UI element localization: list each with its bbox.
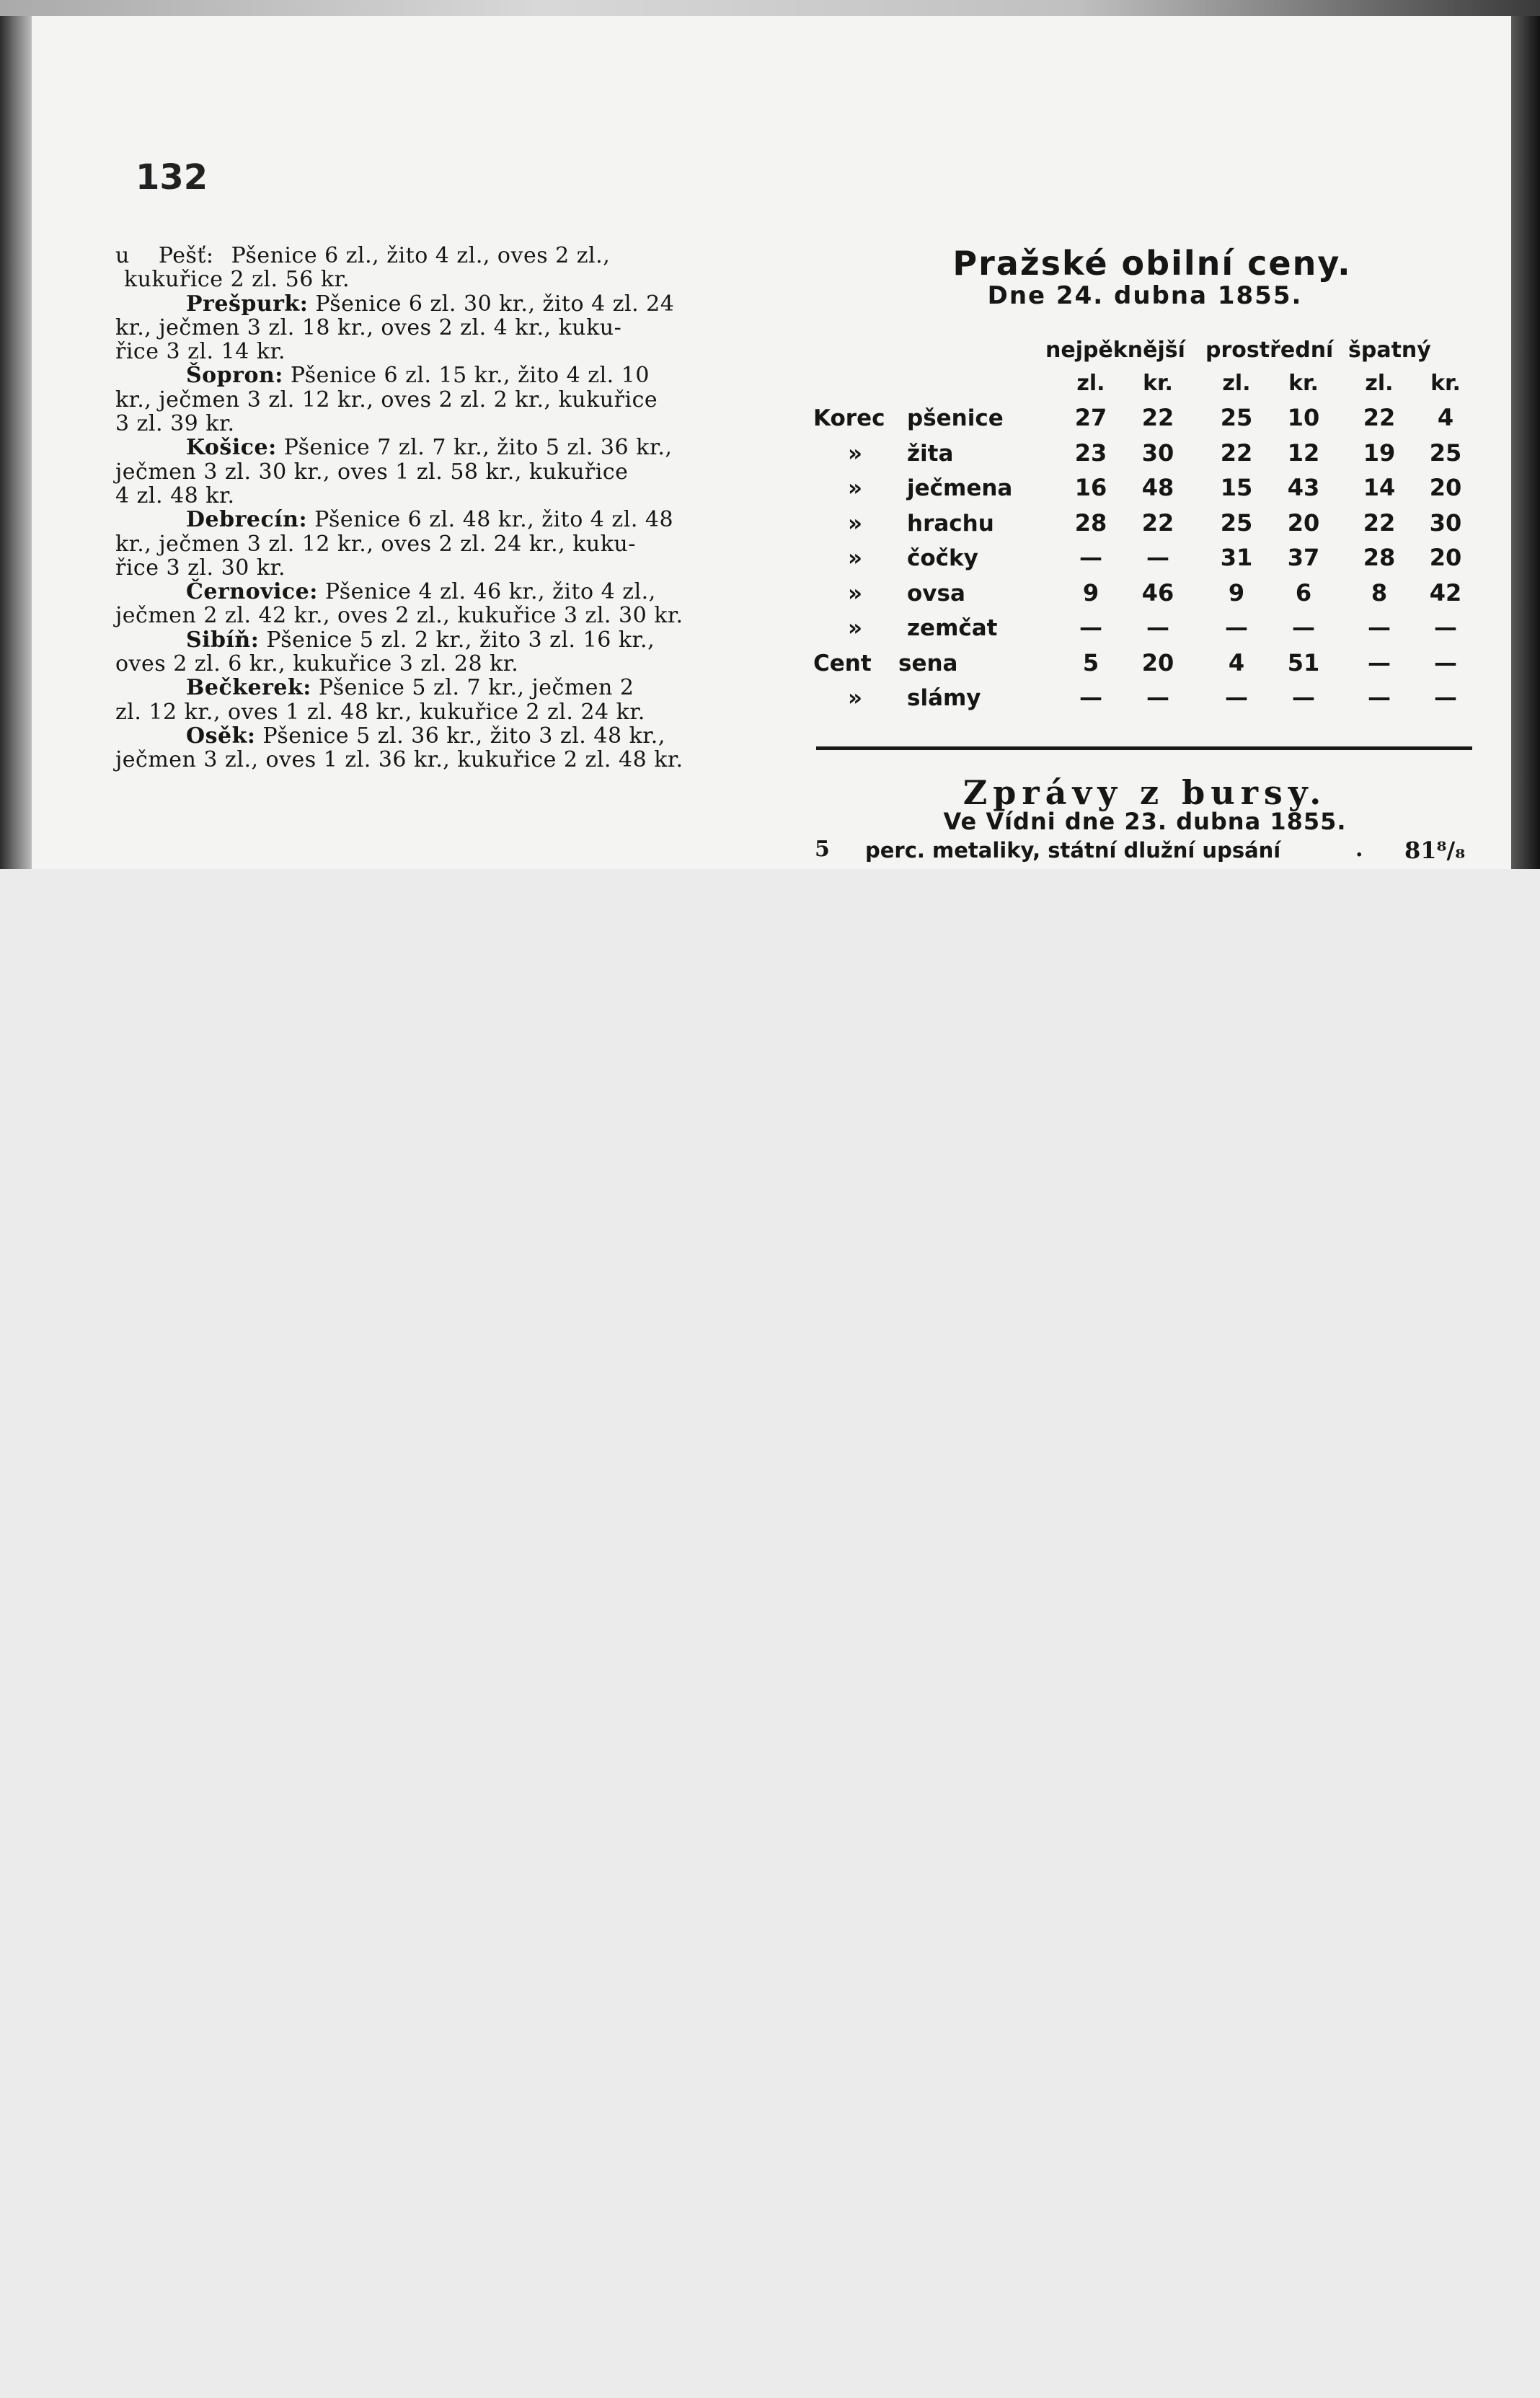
row-prefix: Cent bbox=[813, 650, 872, 676]
unit-header: zl. bbox=[1365, 371, 1394, 396]
market-report-paragraph bbox=[115, 676, 771, 724]
price-cell: 48 bbox=[1141, 474, 1174, 501]
price-cell: — bbox=[1225, 614, 1248, 641]
report-place: Debrecín: bbox=[186, 507, 308, 533]
prices-date: Dne 24. dubna 1855. bbox=[987, 281, 1303, 310]
report-text: řice 3 zl. 14 kr. bbox=[115, 339, 286, 365]
row-prefix: Korec bbox=[813, 405, 885, 431]
report-text: ječmen 3 zl., oves 1 zl. 36 kr., kukuřice 2 zl. 48 kr. bbox=[115, 747, 683, 773]
report-text: Pšenice 4 zl. 46 kr., žito 4 zl., bbox=[324, 579, 656, 605]
report-text: Pšenice 6 zl. 15 kr., žito 4 zl. 10 bbox=[290, 363, 650, 389]
report-text: Pšenice 5 zl. 36 kr., žito 3 zl. 48 kr., bbox=[262, 723, 665, 749]
column-header: špatný bbox=[1348, 338, 1431, 363]
price-cell: — bbox=[1079, 544, 1102, 571]
row-label: pšenice bbox=[907, 405, 1004, 431]
column-header: prostřední bbox=[1205, 338, 1334, 363]
unit-header: kr. bbox=[1430, 371, 1461, 396]
price-cell: 22 bbox=[1363, 508, 1396, 537]
price-cell: 28 bbox=[1363, 544, 1396, 571]
report-place: Černovice: bbox=[186, 579, 318, 605]
report-text: 4 zl. 48 kr. bbox=[115, 482, 235, 508]
row-prefix: » bbox=[848, 685, 863, 711]
report-text: Pšenice 5 zl. 2 kr., žito 3 zl. 16 kr., bbox=[266, 627, 655, 653]
price-cell: — bbox=[1079, 684, 1102, 711]
row-prefix: » bbox=[848, 440, 863, 467]
row-label: žita bbox=[907, 440, 954, 467]
price-cell: — bbox=[1146, 614, 1169, 641]
row-label: ovsa bbox=[907, 580, 965, 607]
price-cell: 9 bbox=[1228, 578, 1245, 607]
report-text: 3 zl. 39 kr. bbox=[115, 411, 235, 437]
unit-header: kr. bbox=[1143, 371, 1173, 396]
row-prefix: » bbox=[848, 545, 863, 571]
prague-prices-heading bbox=[813, 245, 1477, 310]
report-text: Pšenice 6 zl. 48 kr., žito 4 zl. 48 bbox=[314, 507, 674, 533]
report-text: kr., ječmen 3 zl. 18 kr., oves 2 zl. 4 kr., kuku- bbox=[115, 314, 622, 340]
report-text: ječmen 3 zl. 30 kr., oves 1 zl. 58 kr., kukuřice bbox=[115, 459, 629, 485]
price-cell: 20 bbox=[1429, 544, 1462, 571]
price-cell: — bbox=[1292, 614, 1315, 641]
price-cell: 25 bbox=[1220, 508, 1253, 537]
price-cell: — bbox=[1368, 684, 1391, 711]
price-cell: 22 bbox=[1141, 508, 1174, 537]
report-place: Sibíň: bbox=[186, 627, 260, 653]
price-cell: 22 bbox=[1220, 438, 1253, 467]
unit-header: zl. bbox=[1222, 371, 1251, 396]
row-prefix: » bbox=[848, 475, 863, 501]
price-cell: 23 bbox=[1074, 438, 1107, 467]
report-text: u bbox=[115, 243, 130, 268]
market-report-paragraph bbox=[115, 628, 771, 676]
price-cell: 19 bbox=[1363, 438, 1396, 467]
price-cell: 14 bbox=[1363, 474, 1396, 501]
market-report-paragraph bbox=[115, 580, 771, 628]
report-text: oves 2 zl. 6 kr., kukuřice 3 zl. 28 kr. bbox=[115, 651, 519, 677]
bourse-subtitle: Ve Vídni dne 23. dubna 1855. bbox=[943, 808, 1347, 835]
row-label: slámy bbox=[907, 685, 981, 711]
price-cell: 12 bbox=[1287, 438, 1320, 467]
price-cell: 8 bbox=[1371, 578, 1388, 607]
price-cell: — bbox=[1368, 648, 1391, 676]
report-place: Šopron: bbox=[186, 363, 283, 389]
price-cell: 37 bbox=[1287, 544, 1320, 571]
price-cell: 9 bbox=[1082, 578, 1099, 607]
market-report-paragraph bbox=[115, 436, 771, 508]
row-prefix: » bbox=[848, 510, 863, 537]
price-cell: 28 bbox=[1074, 508, 1107, 537]
price-cell: 42 bbox=[1429, 578, 1462, 607]
price-cell: 4 bbox=[1437, 404, 1454, 431]
row-prefix: » bbox=[848, 580, 863, 607]
market-report-paragraph bbox=[115, 724, 771, 772]
section-rule bbox=[816, 746, 1472, 750]
report-place: Prešpurk: bbox=[186, 291, 309, 317]
prices-title: Pražské obilní ceny. bbox=[952, 244, 1352, 283]
market-report-paragraph bbox=[115, 244, 771, 292]
price-cell: 25 bbox=[1220, 404, 1253, 431]
row-label: hrachu bbox=[907, 510, 994, 537]
report-text: Pešť: bbox=[158, 243, 214, 268]
unit-header: kr. bbox=[1288, 371, 1319, 396]
price-cell: 30 bbox=[1429, 508, 1462, 537]
report-place: Bečkerek: bbox=[186, 675, 311, 701]
price-cell: 43 bbox=[1287, 474, 1320, 501]
price-cell: — bbox=[1292, 684, 1315, 711]
price-cell: 27 bbox=[1074, 404, 1107, 431]
bourse-line-dots: . bbox=[1355, 837, 1363, 862]
report-text: Pšenice 6 zl., žito 4 zl., oves 2 zl., bbox=[231, 243, 611, 268]
report-text: kr., ječmen 3 zl. 12 kr., oves 2 zl. 24 kr., kuku- bbox=[115, 531, 636, 557]
price-cell: — bbox=[1368, 614, 1391, 641]
report-text: Pšenice 7 zl. 7 kr., žito 5 zl. 36 kr., bbox=[283, 435, 673, 461]
scanned-page bbox=[0, 0, 1540, 869]
price-cell: — bbox=[1079, 614, 1102, 641]
price-cell: 16 bbox=[1074, 474, 1107, 501]
row-label: ječmena bbox=[907, 475, 1013, 501]
price-cell: 51 bbox=[1287, 648, 1320, 676]
price-cell: 5 bbox=[1082, 648, 1099, 676]
scan-right-shadow bbox=[1511, 16, 1540, 869]
report-text: kukuřice 2 zl. 56 kr. bbox=[124, 267, 350, 293]
price-cell: 46 bbox=[1141, 578, 1174, 607]
price-cell: — bbox=[1434, 614, 1457, 641]
price-cell: 22 bbox=[1363, 404, 1396, 431]
page-number: 132 bbox=[136, 157, 208, 198]
price-cell: — bbox=[1434, 684, 1457, 711]
price-cell: 25 bbox=[1429, 438, 1462, 467]
market-report-paragraph bbox=[115, 363, 771, 436]
price-cell: — bbox=[1434, 648, 1457, 676]
price-cell: 20 bbox=[1429, 474, 1462, 501]
price-cell: 6 bbox=[1295, 578, 1312, 607]
price-cell: 20 bbox=[1141, 648, 1174, 676]
price-cell: — bbox=[1225, 684, 1248, 711]
price-cell: 4 bbox=[1228, 648, 1245, 676]
market-reports-column bbox=[115, 244, 771, 772]
bourse-title: Zprávy z bursy. bbox=[962, 773, 1327, 812]
row-label: sena bbox=[898, 650, 958, 676]
scan-left-edge bbox=[0, 16, 32, 869]
report-text: Pšenice 6 zl. 30 kr., žito 4 zl. 24 bbox=[315, 291, 675, 317]
report-text: kr., ječmen 3 zl. 12 kr., oves 2 zl. 2 kr., kukuřice bbox=[115, 387, 658, 413]
report-text: zl. 12 kr., oves 1 zl. 48 kr., kukuřice 2 zl. 24 kr. bbox=[115, 699, 645, 725]
market-report-paragraph bbox=[115, 292, 771, 364]
row-prefix: » bbox=[848, 615, 863, 641]
report-text: Pšenice 5 zl. 7 kr., ječmen 2 bbox=[318, 675, 634, 701]
price-cell: 31 bbox=[1220, 544, 1253, 571]
unit-header: zl. bbox=[1076, 371, 1105, 396]
price-cell: — bbox=[1146, 684, 1169, 711]
report-text: řice 3 zl. 30 kr. bbox=[115, 555, 286, 581]
price-cell: 22 bbox=[1141, 404, 1174, 431]
price-cell: 20 bbox=[1287, 508, 1320, 537]
report-place: Košice: bbox=[186, 435, 277, 461]
price-cell: 30 bbox=[1141, 438, 1174, 467]
market-report-paragraph bbox=[115, 508, 771, 580]
column-header: nejpěknější bbox=[1045, 338, 1185, 363]
report-place: Osěk: bbox=[186, 723, 256, 749]
report-text: ječmen 2 zl. 42 kr., oves 2 zl., kukuřice 3 zl. 30 kr. bbox=[115, 603, 683, 629]
row-label: zemčat bbox=[907, 615, 998, 641]
price-cell: — bbox=[1146, 544, 1169, 571]
row-label: čočky bbox=[907, 545, 978, 571]
bourse-line-number: 5 bbox=[815, 837, 830, 862]
bourse-line-value: 81⁸/₈ bbox=[1404, 837, 1466, 864]
price-cell: 15 bbox=[1220, 474, 1253, 501]
price-cell: 10 bbox=[1287, 404, 1320, 431]
scan-top-edge bbox=[0, 0, 1540, 16]
bourse-line-text: perc. metaliky, státní dlužní upsání bbox=[865, 838, 1281, 863]
